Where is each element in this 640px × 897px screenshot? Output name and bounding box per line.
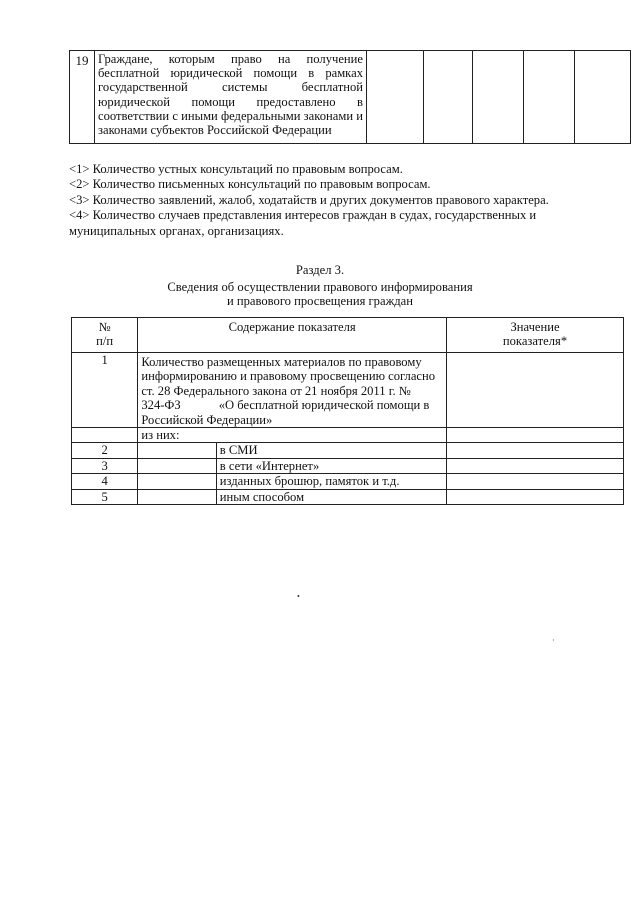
row-label: в СМИ [216, 443, 446, 458]
table-row [72, 474, 624, 489]
footnote-1: <1> Количество устных консультаций по правовым вопросам. [69, 162, 403, 176]
header-value-line1: Значение [510, 320, 560, 334]
section-label: Раздел 3. [295, 263, 345, 277]
table-cell [138, 489, 216, 504]
row-number: 3 [72, 458, 138, 473]
row-label: изданных брошюр, памяток и т.д. [216, 474, 446, 489]
header-number [72, 318, 138, 353]
table-row [72, 443, 624, 458]
table-row [72, 458, 624, 473]
row-number: 5 [72, 489, 138, 504]
value-cell [447, 428, 624, 443]
row-label: в сети «Интернет» [216, 458, 446, 473]
scan-speck: · [552, 636, 555, 645]
description-line: информированию и правовому просвещению согласно [141, 369, 436, 384]
row-description [138, 353, 447, 428]
description-line [141, 398, 443, 412]
value-cell [447, 489, 624, 504]
beneficiaries-table [69, 50, 631, 144]
description-line: ст. 28 Федерального закона от 21 ноября 2011 г. № [141, 383, 411, 398]
row-label: иным способом [216, 489, 446, 504]
scan-speck: • [297, 592, 300, 601]
value-cell [447, 458, 624, 473]
table-header-row [72, 318, 624, 353]
table-cell [424, 51, 473, 144]
table-cell [575, 51, 631, 144]
row-number: 2 [72, 443, 138, 458]
description-line: Российской Федерации» [141, 412, 273, 427]
footnote-4: <4> Количество случаев представления интересов граждан в судах, государственных и муниципальных органах, организациях. [69, 208, 537, 238]
table-row [70, 51, 631, 144]
law-number: 324-ФЗ [141, 398, 181, 413]
table-cell [138, 443, 216, 458]
table-row [72, 489, 624, 504]
table-cell [473, 51, 524, 144]
row-number: 4 [72, 474, 138, 489]
footnote-3: <3> Количество заявлений, жалоб, ходатайств и других документов правового характера. [69, 192, 549, 207]
table-row [72, 353, 624, 428]
footnotes [69, 162, 621, 239]
description-line: Количество размещенных материалов по правовому [141, 355, 422, 369]
footnote-2: <2> Количество письменных консультаций по правовым вопросам. [69, 177, 431, 192]
of-them-label: из них: [138, 428, 447, 443]
header-content: Содержание показателя [138, 318, 447, 353]
value-cell [447, 353, 624, 428]
table-row [72, 428, 624, 443]
value-cell [447, 474, 624, 489]
law-title: «О бесплатной юридической помощи в [218, 398, 430, 413]
table-cell [138, 458, 216, 473]
table-cell [524, 51, 575, 144]
table-cell [367, 51, 424, 144]
header-value [447, 318, 624, 353]
table-cell [138, 474, 216, 489]
section-title-line2: и правового просвещения граждан [226, 294, 414, 308]
indicators-table [71, 317, 624, 505]
row-number [72, 428, 138, 443]
header-number-line2: п/п [96, 334, 114, 349]
row-number: 1 [72, 353, 138, 428]
section-title-line1: Сведения об осуществлении правового информирования [167, 280, 473, 294]
header-value-line2: показателя* [502, 334, 568, 349]
row-number: 19 [70, 51, 95, 144]
value-cell [447, 443, 624, 458]
row-text: Граждане, которым право на получение бесплатной юридической помощи в рамках государственной системы бесплатной юридической помощи предоставлено в соответствии с иными федеральными законами и законами субъектов Российской Федерации [95, 51, 367, 144]
header-number-line1: № [98, 320, 111, 334]
